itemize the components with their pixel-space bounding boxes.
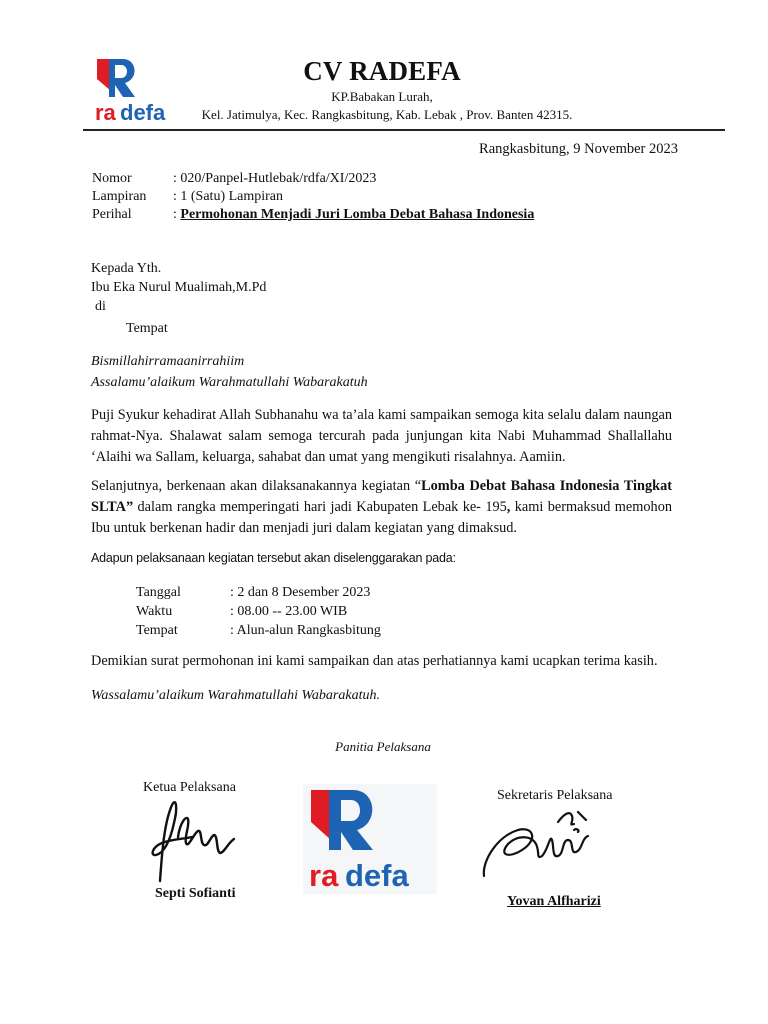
- schedule-value: : 2 dan 8 Desember 2023: [230, 585, 371, 600]
- closing-paragraph: Demikian surat permohonan ini kami sampaikan dan atas perhatiannya kami ucapkan terima kasih.: [91, 653, 658, 669]
- closing-salam: Wassalamu’alaikum Warahmatullahi Wabarakatuh.: [91, 688, 380, 703]
- svg-text:defa: defa: [345, 858, 409, 893]
- para2-prefix: Selanjutnya, berkenaan akan dilaksanakannya kegiatan “: [91, 478, 422, 494]
- recipient-name: Ibu Eka Nurul Mualimah,M.Pd: [91, 280, 267, 295]
- letter-meta: [92, 170, 534, 224]
- company-logo: [93, 55, 179, 125]
- schedule-row-time: [136, 602, 381, 621]
- recipient-block: [91, 259, 266, 338]
- recipient-place: Tempat: [126, 321, 168, 336]
- body-paragraph-3: Adapun pelaksanaan kegiatan tersebut akan diselenggarakan pada:: [91, 551, 456, 565]
- meta-lampiran: [92, 188, 534, 206]
- body-paragraph-2: [91, 476, 672, 539]
- schedule-value: : 08.00 -- 23.00 WIB: [230, 604, 348, 619]
- event-name: Lomba Debat Bahasa Indonesia Tingkat SLTA”: [91, 478, 672, 515]
- svg-text:ra: ra: [309, 858, 339, 893]
- committee-label: Panitia Pelaksana: [335, 739, 431, 754]
- para2-suffix: kami bermaksud memohon Ibu untuk berkenan hadir dan menjadi juri dalam kegiatan yang dimaksud.: [91, 499, 672, 536]
- recipient-di: di: [95, 299, 106, 314]
- meta-value: : 1 (Satu) Lampiran: [173, 189, 284, 204]
- company-address-line2: Kel. Jatimulya, Kec. Rangkasbitung, Kab. Lebak , Prov. Banten 42315.: [201, 107, 573, 122]
- body-paragraph-1: Puji Syukur kehadirat Allah Subhanahu wa ta’ala kami sampaikan semoga kita selalu dalam naungan rahmat-Nya. Shalawat salam semoga tercurah pada junjungan kita Nabi Muhammad Shallallahu ‘Alaihi wa Sallam, keluarga, sahabat dan umat yang mengikuti risalahnya. Aamiin.: [91, 407, 672, 465]
- svg-text:ra: ra: [95, 100, 116, 125]
- secretary-title: Sekretaris Pelaksana: [497, 788, 613, 803]
- meta-label: Nomor: [92, 171, 132, 186]
- schedule-row-date: [136, 583, 381, 602]
- chair-name: Septi Sofianti: [155, 886, 236, 901]
- svg-text:defa: defa: [120, 100, 166, 125]
- subject-value: Permohonan Menjadi Juri Lomba Debat Bahasa Indonesia: [180, 207, 535, 222]
- chair-title: Ketua Pelaksana: [143, 780, 236, 795]
- recipient-salutation: Kepada Yth.: [91, 261, 162, 276]
- schedule-label: Waktu: [136, 604, 173, 619]
- meta-nomor: [92, 170, 534, 188]
- company-address-line1: KP.Babakan Lurah,: [331, 89, 433, 104]
- schedule-label: Tempat: [136, 623, 178, 638]
- meta-perihal: [92, 206, 534, 224]
- schedule-value: : Alun-alun Rangkasbitung: [230, 623, 381, 638]
- para2-comma: ,: [506, 499, 511, 515]
- letterhead-divider: [83, 129, 725, 131]
- meta-value: : 020/Panpel-Hutlebak/rdfa/XI/2023: [173, 171, 377, 186]
- para2-middle: dalam rangka memperingati hari jadi Kabupaten Lebak ke- 195: [133, 499, 507, 515]
- company-stamp-logo: [303, 784, 437, 894]
- schedule-row-place: [136, 621, 381, 640]
- meta-label: Perihal: [92, 207, 132, 222]
- secretary-signature: [478, 800, 602, 886]
- meta-label: Lampiran: [92, 189, 147, 204]
- company-name: CV RADEFA: [303, 56, 461, 86]
- bismillah-line: Bismillahirramaanirrahiim: [91, 354, 245, 369]
- schedule-label: Tanggal: [136, 585, 181, 600]
- letter-date: Rangkasbitung, 9 November 2023: [479, 141, 678, 157]
- event-schedule: [136, 583, 381, 640]
- salam-line: Assalamu’alaikum Warahmatullahi Wabarakatuh: [91, 375, 368, 390]
- meta-colon: :: [173, 207, 181, 222]
- opening-greeting: [91, 351, 368, 393]
- chair-signature: [142, 793, 242, 888]
- secretary-name: Yovan Alfharizi: [507, 894, 601, 909]
